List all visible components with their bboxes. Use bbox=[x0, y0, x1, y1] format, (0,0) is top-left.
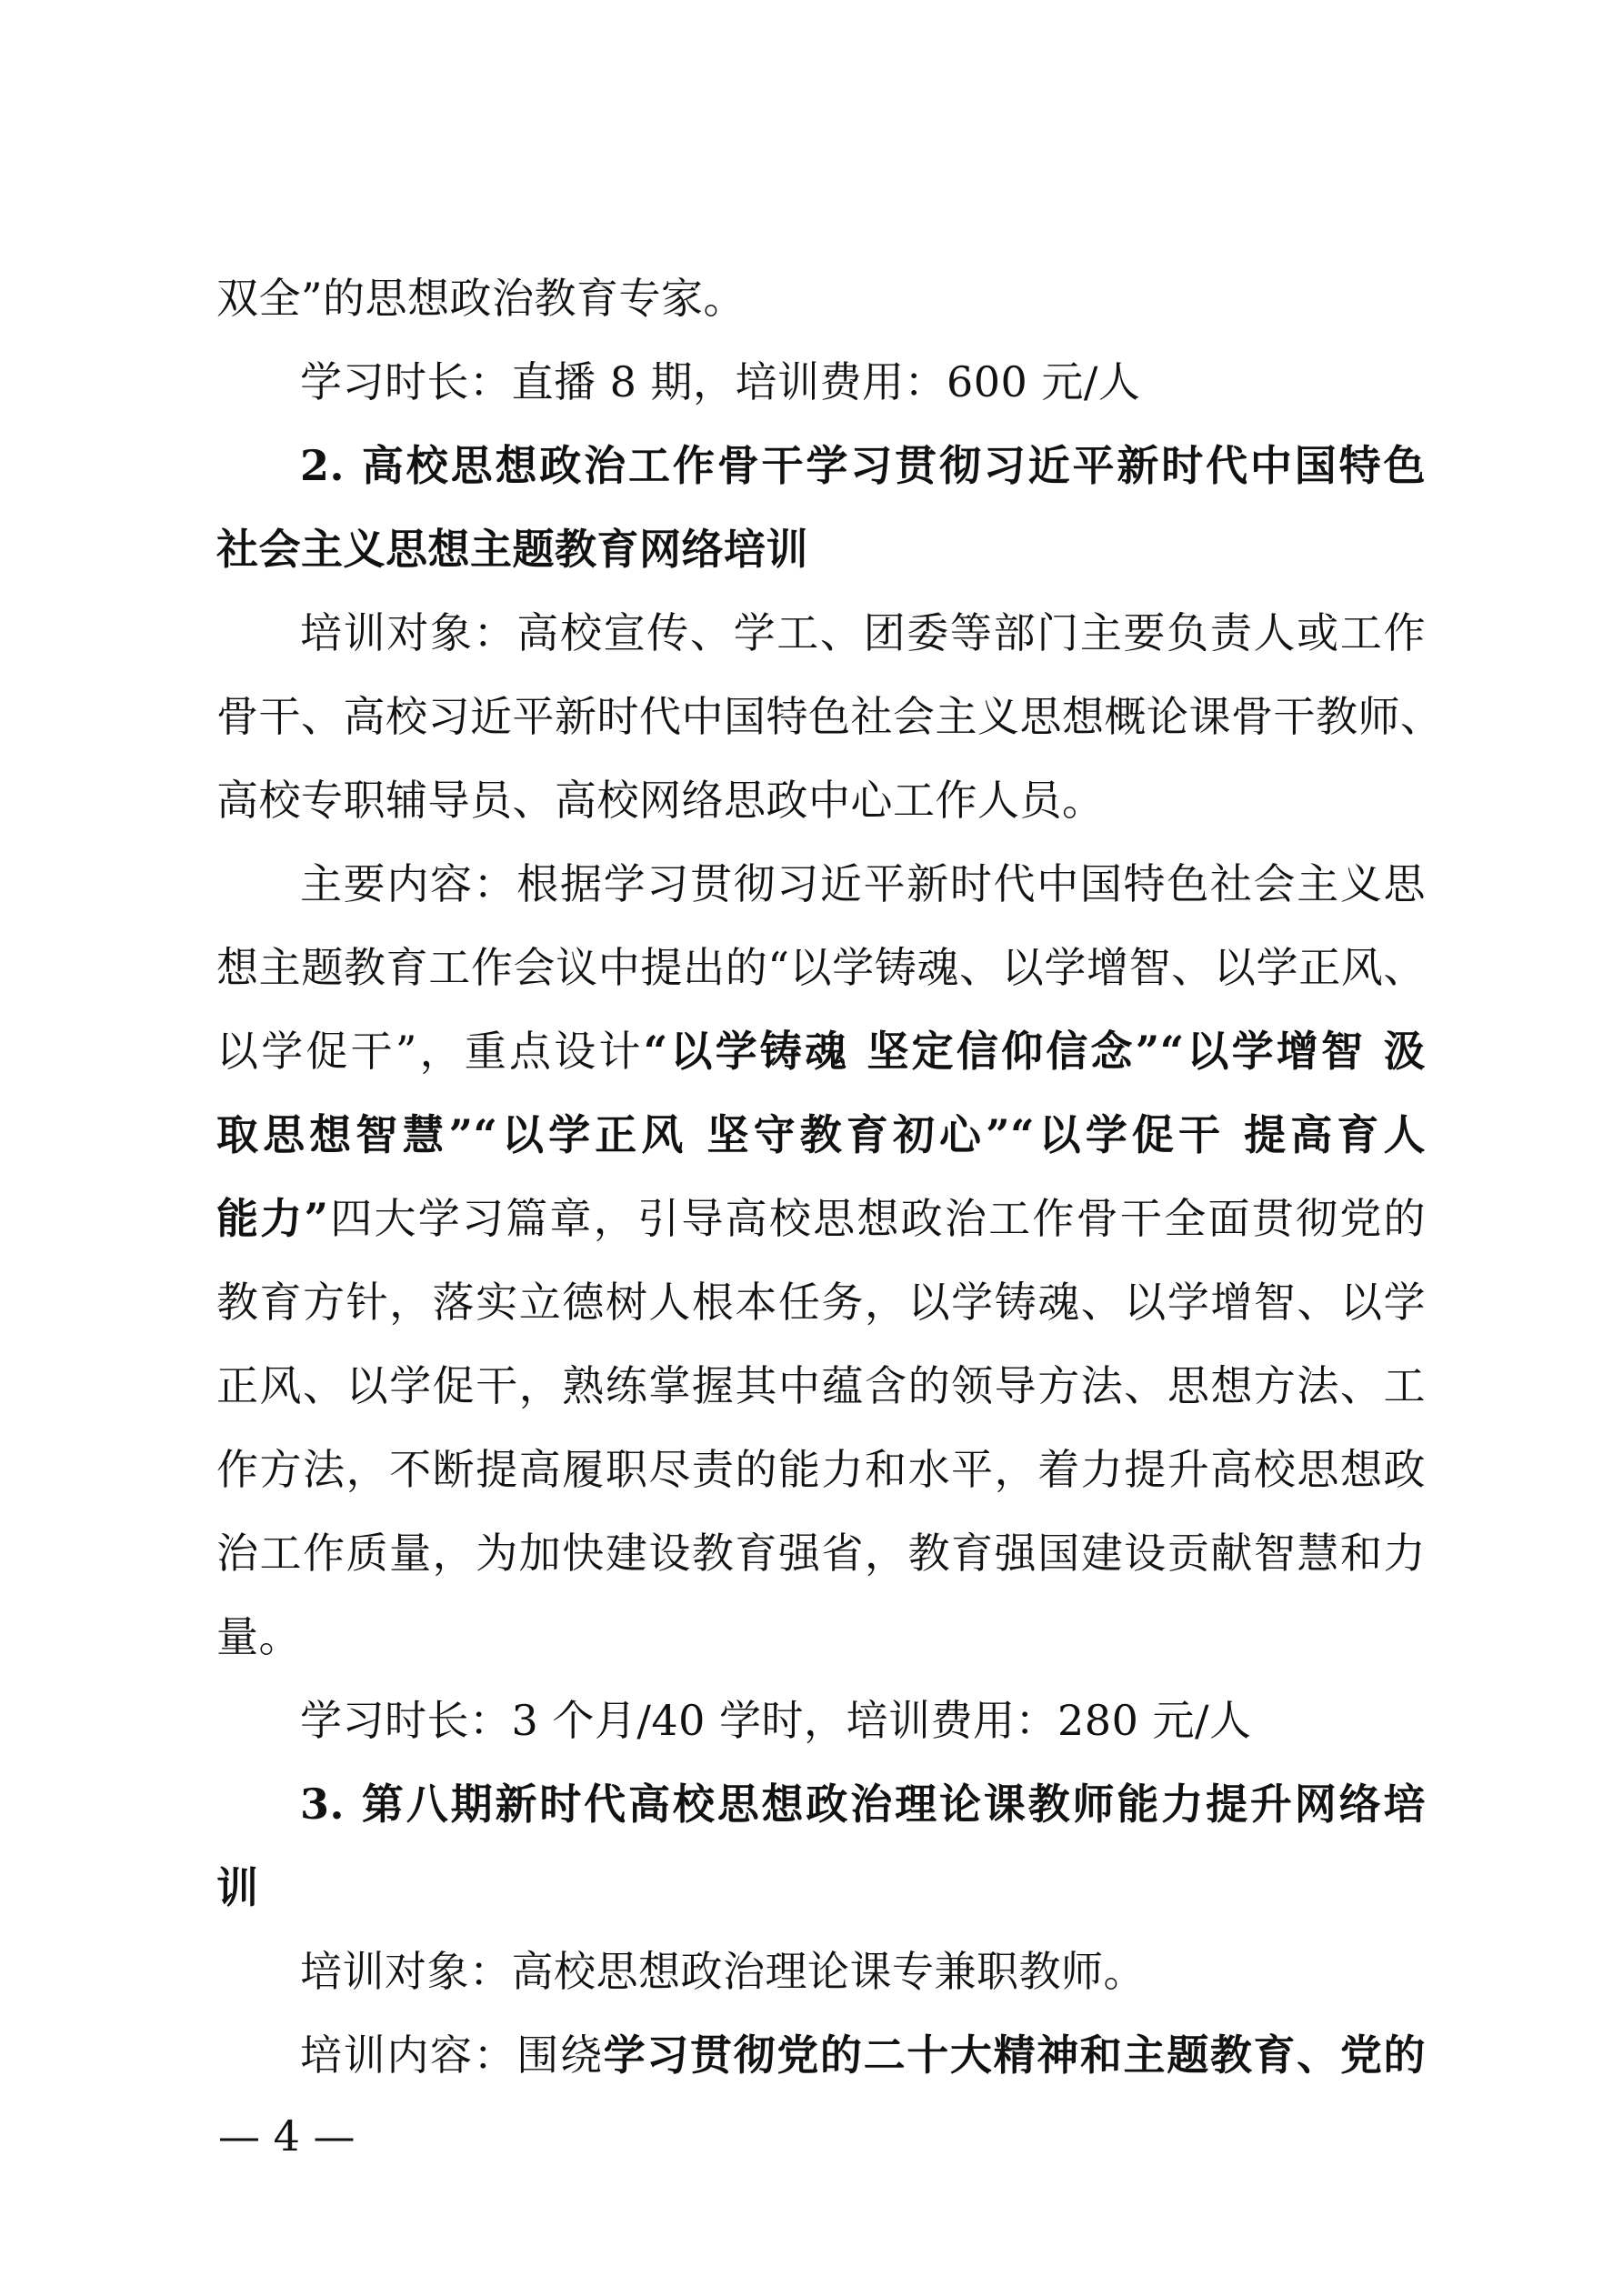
study-duration-line: 学习时长：直播 8 期，培训费用：600 元/人 bbox=[300, 357, 1141, 406]
bold-text-line: 取思想智慧”“以学正风 坚守教育初心”“以学促干 提高育人 bbox=[216, 1110, 1426, 1159]
training-target-line: 培训对象：高校思想政治理论课专兼职教师。 bbox=[300, 1947, 1146, 1996]
text-line: 双全”的思想政治教育专家。 bbox=[216, 274, 746, 323]
text-line: 作方法，不断提高履职尽责的能力和水平，着力提升高校思想政 bbox=[216, 1445, 1426, 1494]
study-duration-line: 学习时长：3 个月/40 学时，培训费用：280 元/人 bbox=[300, 1696, 1252, 1745]
text-line: 高校专职辅导员、高校网络思政中心工作人员。 bbox=[216, 776, 1105, 825]
document-body bbox=[216, 256, 1443, 2097]
text-line: 教育方针，落实立德树人根本任务，以学铸魂、以学增智、以学 bbox=[216, 1278, 1426, 1327]
bold-text: “以学铸魂 坚定信仰信念”“以学增智 汲 bbox=[643, 1027, 1426, 1076]
text-line: 量。 bbox=[216, 1612, 301, 1661]
normal-text: 四大学习篇章，引导高校思想政治工作骨干全面贯彻党的 bbox=[328, 1194, 1426, 1243]
main-content-line: 主要内容：根据学习贯彻习近平新时代中国特色社会主义思 bbox=[300, 859, 1426, 908]
text-line: 正风、以学促干，熟练掌握其中蕴含的领导方法、思想方法、工 bbox=[216, 1361, 1426, 1410]
section-heading: 2. 高校思想政治工作骨干学习贯彻习近平新时代中国特色 bbox=[300, 441, 1426, 490]
text-line: 想主题教育工作会议中提出的“以学铸魂、以学增智、以学正风、 bbox=[216, 943, 1426, 992]
bold-text: 能力” bbox=[216, 1194, 329, 1243]
normal-text: 以学促干”，重点设计 bbox=[216, 1027, 644, 1076]
page-number: — 4 — bbox=[218, 2111, 356, 2161]
section-heading-continued: 训 bbox=[216, 1863, 259, 1912]
training-target-line: 培训对象：高校宣传、学工、团委等部门主要负责人或工作 bbox=[300, 608, 1426, 657]
training-content-line bbox=[216, 2013, 1426, 2097]
text-line bbox=[216, 1009, 1426, 1093]
text-line: 治工作质量，为加快建设教育强省，教育强国建设贡献智慧和力 bbox=[216, 1529, 1426, 1578]
section-heading-continued: 社会主义思想主题教育网络培训 bbox=[216, 525, 808, 574]
bold-text: 学习贯彻党的二十大精神和主题教育、党的 bbox=[603, 2030, 1427, 2080]
normal-text: 培训内容：围绕 bbox=[300, 2030, 604, 2080]
text-line: 骨干、高校习近平新时代中国特色社会主义思想概论课骨干教师、 bbox=[216, 692, 1443, 741]
section-heading: 3. 第八期新时代高校思想政治理论课教师能力提升网络培 bbox=[300, 1780, 1426, 1829]
text-line bbox=[216, 1177, 1426, 1260]
